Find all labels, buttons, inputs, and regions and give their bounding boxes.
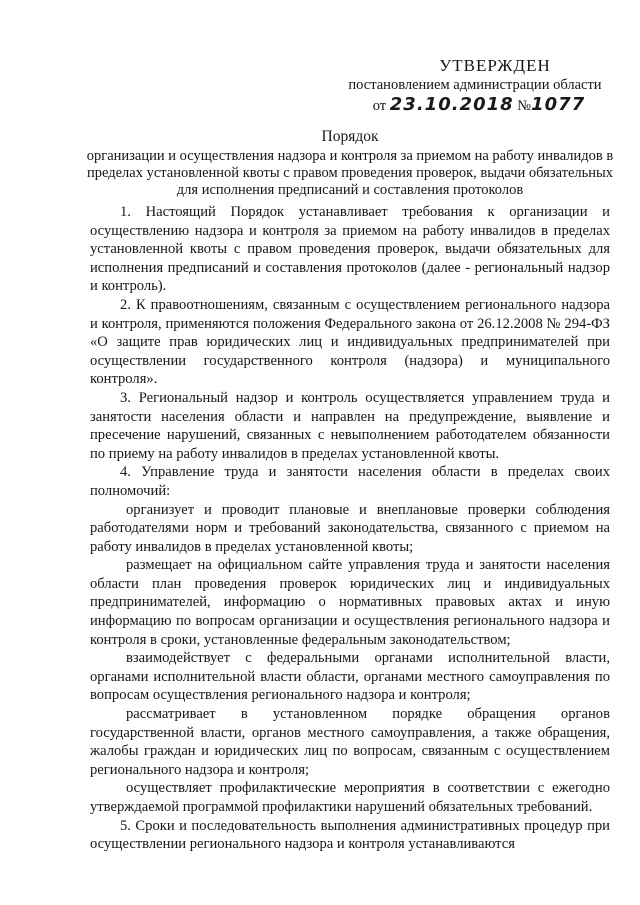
list-item-publishing: размещает на официальном сайте управления труда и занятости населения области план проведения проверок юридических лиц и индивидуальных предпринимателей, информацию о нормативных правовых актах и иную информацию по вопросам организации и осуществления регионального надзора и контроля в сроки, установленные федеральным законодательством; (90, 557, 610, 648)
list-item-interaction: взаимодействует с федеральными органами исполнительной власти, органами исполнительной власти области, органами местного самоуправления по вопросам осуществления регионального надзора и контроля; (90, 650, 610, 704)
document-subtitle: организации и осуществления надзора и контроля за приемом на работу инвалидов в пределах установленной квоты с правом проведения проверок, выдачи обязательных для исполнения предписаний и составления протоколов (86, 148, 614, 198)
date-prefix: от (372, 98, 387, 114)
approval-line: постановлением администрации области (348, 77, 602, 93)
approval-title: УТВЕРЖДЕН (439, 56, 551, 75)
paragraph-4: 4. Управление труда и занятости населения области в пределах своих полномочий: (90, 464, 610, 499)
list-item-appeals: рассматривает в установленном порядке обращения органов государственной власти, органов местного самоуправления, а также обращения, жалобы граждан и юридических лиц по вопросам, связанным с осуществлением регионального надзора и контроля; (90, 706, 610, 778)
paragraph-2: 2. К правоотношениям, связанным с осуществлением регионального надзора и контроля, применяются положения Федерального закона от 26.12.2008 № 294-ФЗ «О защите прав юридических лиц и индивидуальных предпринимателей при осуществлении государственного контроля (надзора) и муниципального контроля». (90, 296, 610, 388)
handwritten-number: 1077 (531, 94, 586, 115)
paragraph-5: 5. Сроки и последовательность выполнения административных процедур при осуществлении регионального надзора и контроля устанавливаются (90, 817, 610, 853)
number-sign: № (517, 98, 532, 114)
document-header (80, 128, 620, 199)
document-title: Порядок (321, 128, 379, 145)
handwritten-date: 23.10.2018 (389, 94, 514, 115)
paragraph-1: 1. Настоящий Порядок устанавливает требования к организации и осуществлению надзора и контроля за приемом на работу инвалидов в пределах установленной квоты с правом проведения проверок, выдачи обязательных для исполнения предписаний и составления протоколов (далее - региональный надзор и контроль). (90, 204, 610, 295)
list-item-inspections: организует и проводит плановые и внеплановые проверки соблюдения работодателями норм и требований законодательства, связанного с приемом на работу инвалидов в пределах установленной квоты; (90, 501, 610, 555)
document-body (90, 203, 610, 854)
list-item-prevention: осуществляет профилактические мероприятия в соответствии с ежегодно утверждаемой программой профилактики нарушений обязательных требований. (90, 780, 610, 815)
approval-date-row (348, 95, 610, 116)
paragraph-3: 3. Региональный надзор и контроль осуществляется управлением труда и занятости населения области и направлен на предупреждение, выявление и пресечение нарушений, связанных с невыполнением работодателем обязанности по приему на работу инвалидов в пределах установленной квоты. (90, 389, 610, 462)
approval-stamp (340, 56, 610, 116)
